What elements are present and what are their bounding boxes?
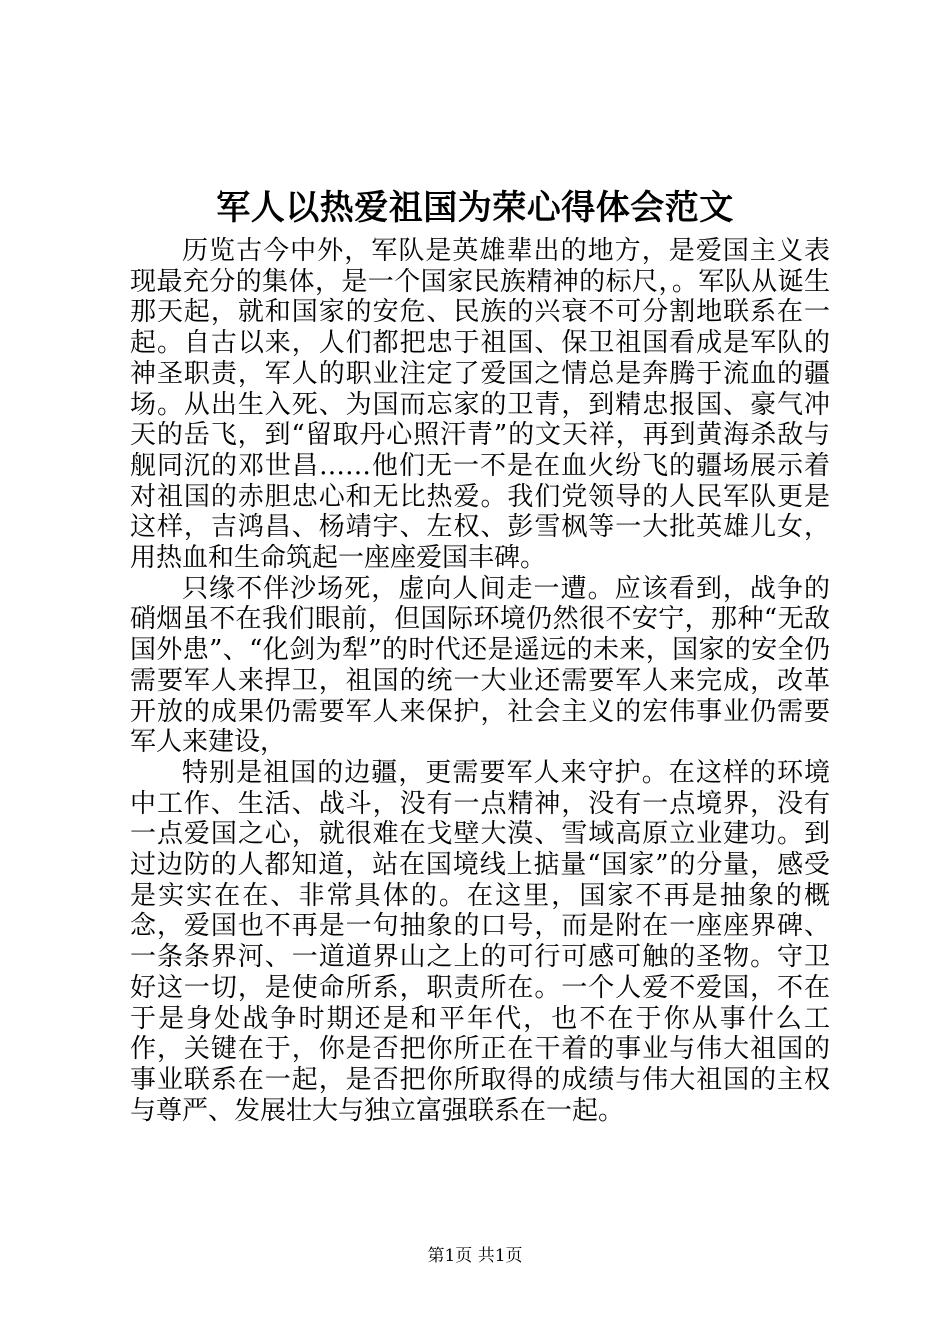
paragraph-1: 历览古今中外，军队是英雄辈出的地方，是爱国主义表现最充分的集体，是一个国家民族精神的标尺，。军队从诞生那天起，就和国家的安危、民族的兴衰不可分割地联系在一起。自古以来，人们都把忠于祖国、保卫祖国看成是军队的神圣职责，军人的职业注定了爱国之情总是奔腾于流血的疆场。从出生入死、为国而忘家的卫青，到精忠报国、豪气冲天的岳飞，到“留取丹心照汗青”的文天祥，再到黄海杀敌与舰同沉的邓世昌……他们无一不是在血火纷飞的疆场展示着对祖国的赤胆忠心和无比热爱。我们党领导的人民军队更是这样，吉鸿昌、杨靖宇、左权、彭雪枫等一大批英雄儿女，用热血和生命筑起一座座爱国丰碑。: [130, 236, 830, 574]
document-title: 军人以热爱祖国为荣心得体会范文: [216, 188, 734, 228]
document-body: [130, 236, 830, 1126]
page-number-footer: 第1页 共1页: [427, 1246, 523, 1266]
paragraph-2: 只缘不伴沙场死，虚向人间走一遭。应该看到，战争的硝烟虽不在我们眼前，但国际环境仍然很不安宁，那种“无敌国外患”、“化剑为犁”的时代还是遥远的未来，国家的安全仍需要军人来捍卫，祖国的统一大业还需要军人来完成，改革开放的成果仍需要军人来保护，社会主义的宏伟事业仍需要军人来建设，: [130, 573, 830, 758]
paragraph-3: 特别是祖国的边疆，更需要军人来守护。在这样的环境中工作、生活、战斗，没有一点精神，没有一点境界，没有一点爱国之心，就很难在戈壁大漠、雪域高原立业建功。到过边防的人都知道，站在国境线上掂量“国家”的分量，感受是实实在在、非常具体的。在这里，国家不再是抽象的概念，爱国也不再是一句抽象的口号，而是附在一座座界碑、一条条界河、一道道界山之上的可行可感可触的圣物。守卫好这一切，是使命所系，职责所在。一个人爱不爱国，不在于是身处战争时期还是和平年代，也不在于你从事什么工作，关键在于，你是否把你所正在干着的事业与伟大祖国的事业联系在一起，是否把你所取得的成绩与伟大祖国的主权与尊严、发展壮大与独立富强联系在一起。: [130, 757, 830, 1126]
